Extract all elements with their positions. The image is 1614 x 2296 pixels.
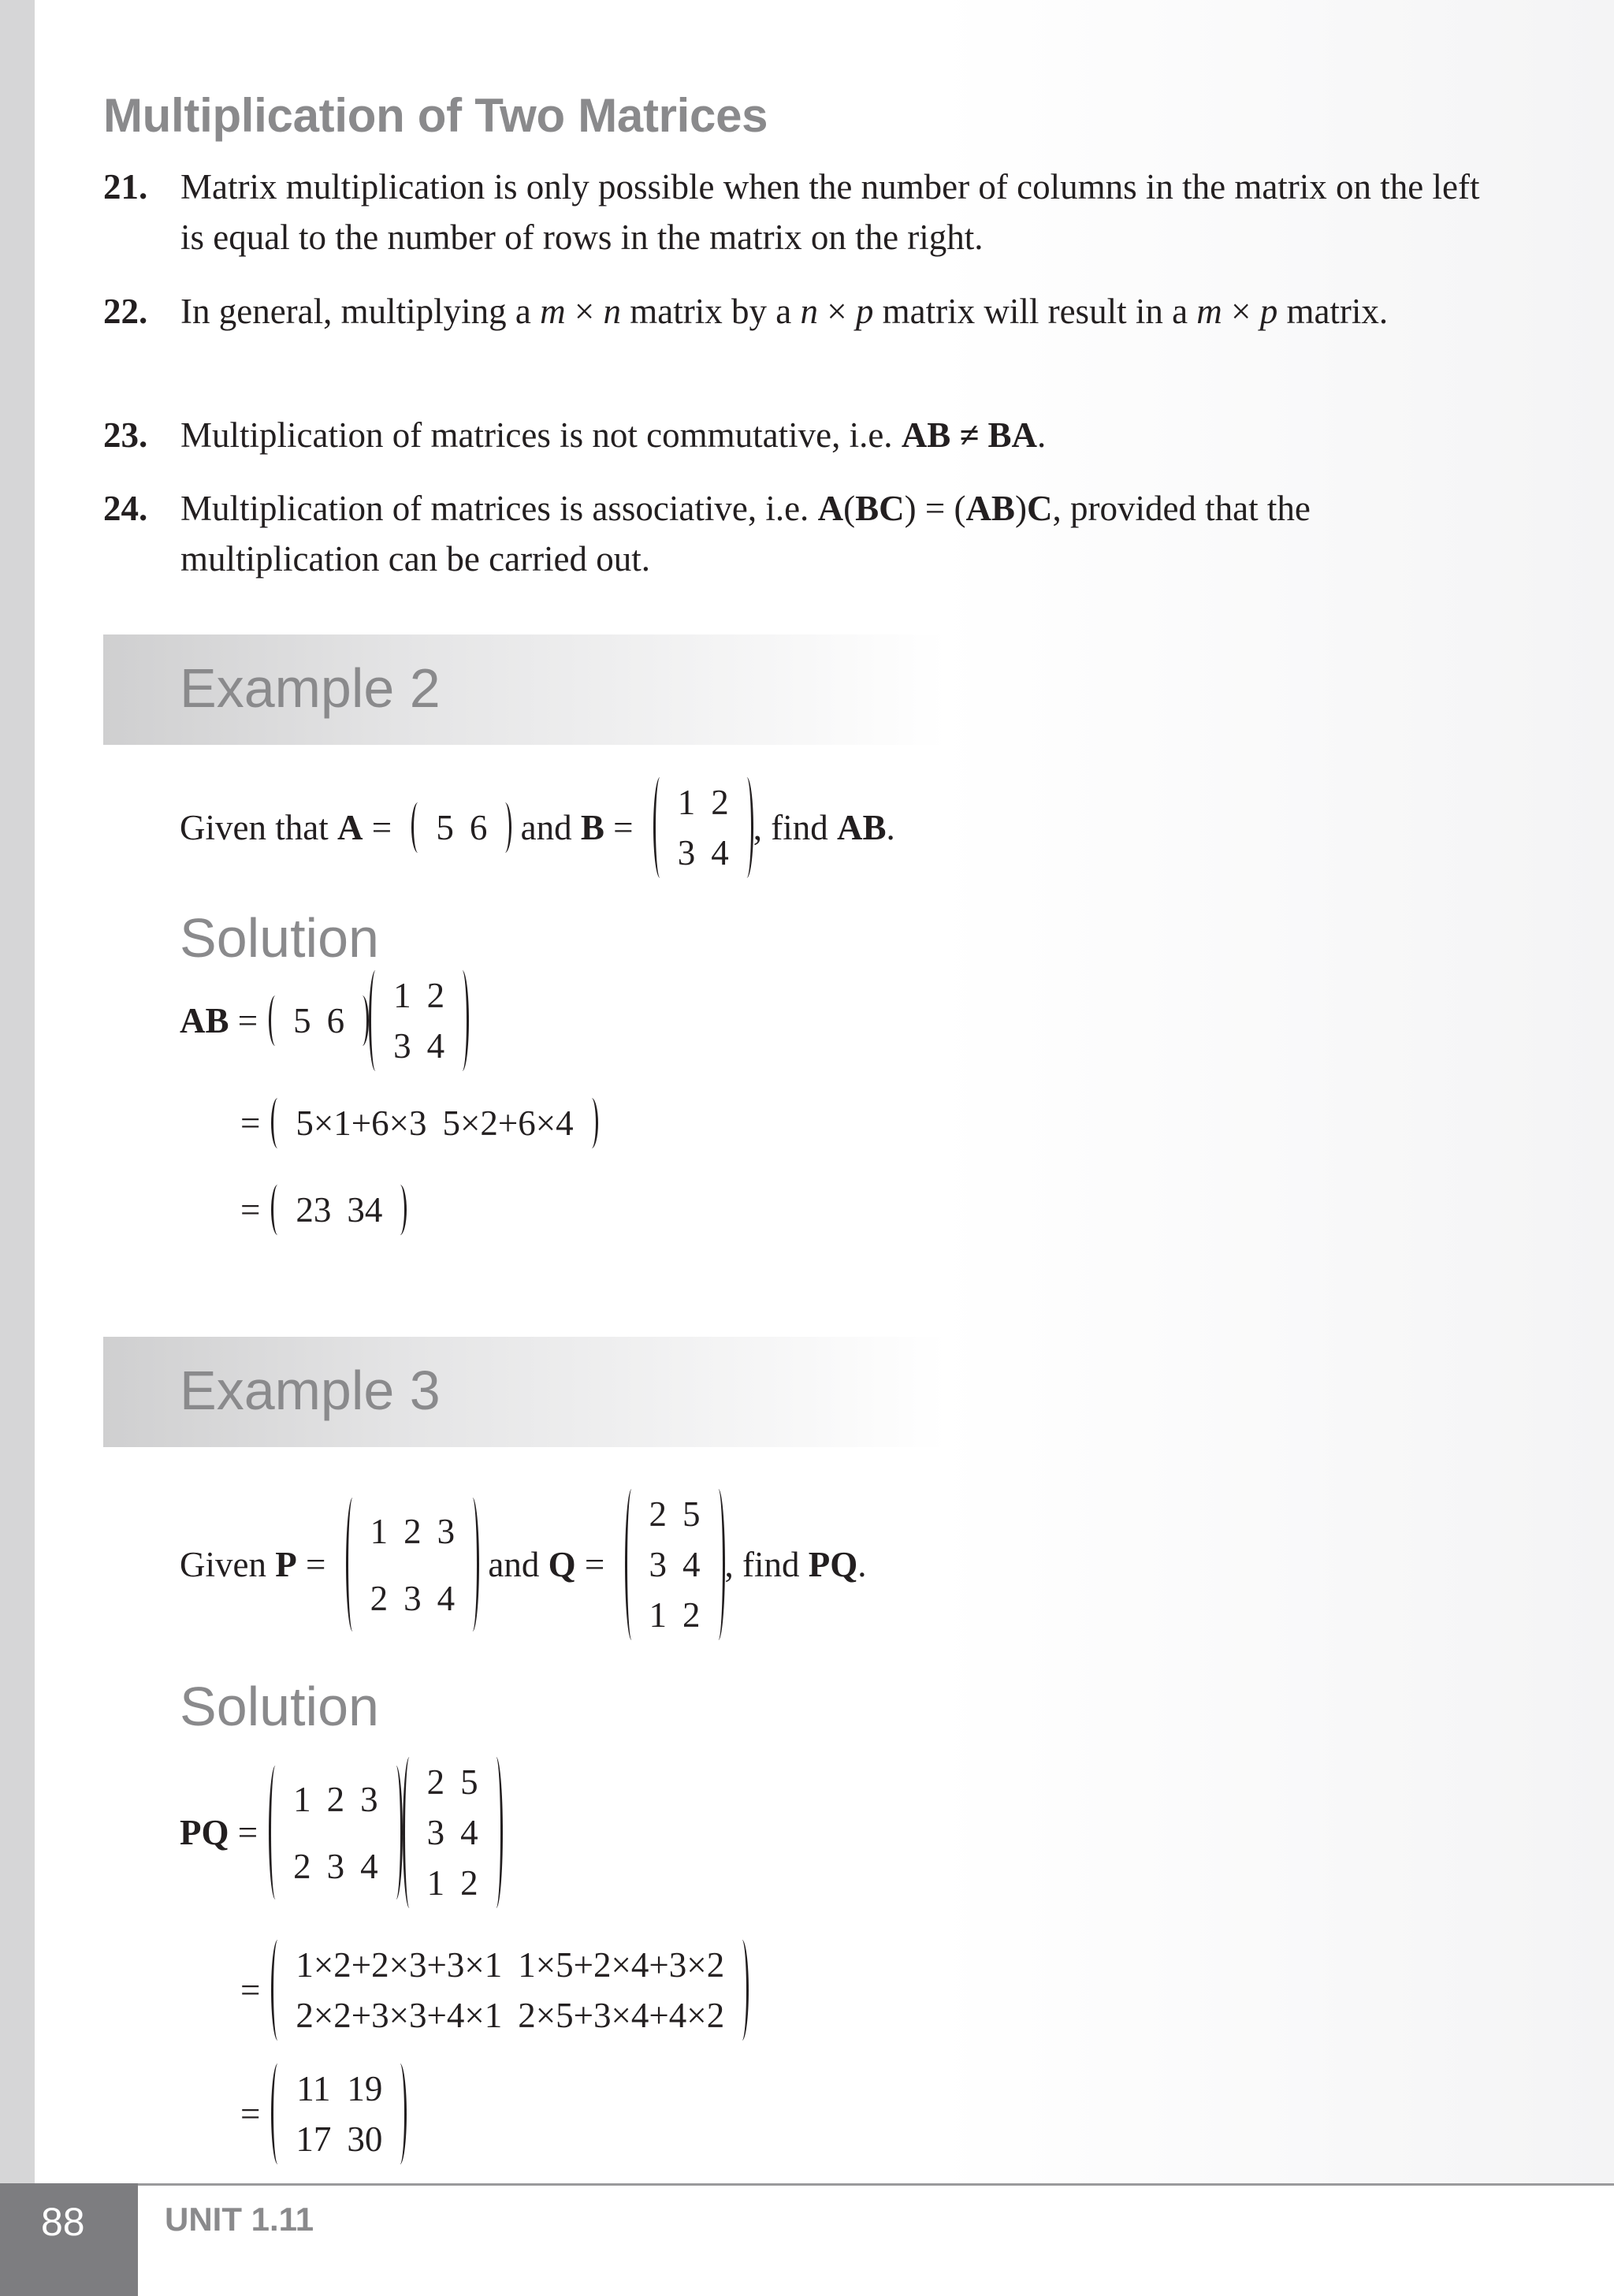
- matrix-cell: 19: [347, 2069, 383, 2108]
- matrix-cell: 4: [682, 1545, 701, 1584]
- matrix-cell: 3: [426, 1813, 445, 1852]
- item-text: In general, multiplying a m × n matrix by a n × p matrix will result in a m × p matrix.: [180, 292, 1389, 331]
- matrix-cell: 2×5+3×4+4×2: [518, 1996, 725, 2035]
- item-number: 21.: [103, 167, 148, 207]
- matrix-cell: 1: [426, 1863, 445, 1903]
- matrix-cell: 11: [296, 2069, 331, 2108]
- example-3-solution-line-1: PQ = 1 2 3 2 3 4 2 5 3 4 1 2: [180, 1750, 503, 1915]
- matrix-Q: [625, 1489, 725, 1640]
- matrix-cell: 2: [370, 1578, 389, 1618]
- matrix-cell: 3: [404, 1578, 422, 1618]
- list-item-24: [103, 483, 1490, 584]
- example-2-solution-label: Solution: [180, 907, 379, 969]
- matrix-cell: 2: [711, 783, 729, 822]
- unit-label: UNIT 1.11: [165, 2201, 314, 2238]
- matrix-cell: 2: [326, 1779, 345, 1819]
- matrix-cell: 2: [460, 1863, 478, 1903]
- example-3-solution-label: Solution: [180, 1676, 379, 1737]
- matrix-cell: 23: [296, 1190, 332, 1230]
- matrix-cell: 3: [649, 1545, 668, 1584]
- matrix-B: [653, 777, 753, 878]
- example-3-solution-line-3: = 11 19 17 30: [240, 2059, 407, 2169]
- example-2-solution-line-1: AB = 5 6 1 2 3 4: [180, 969, 469, 1072]
- matrix-cell: 1×5+2×4+3×2: [518, 1945, 725, 1985]
- matrix-cell: 4: [426, 1026, 445, 1066]
- matrix-cell: 4: [460, 1813, 478, 1852]
- matrix-cell: 5: [682, 1494, 701, 1534]
- matrix-cell: 17: [296, 2119, 332, 2159]
- matrix-cell: 4: [437, 1578, 456, 1618]
- matrix-cell: 2: [426, 1762, 445, 1802]
- example-3-label: Example 3: [180, 1360, 441, 1421]
- item-number: 24.: [103, 489, 148, 528]
- matrix-cell: 1: [293, 1779, 311, 1819]
- section-heading: Multiplication of Two Matrices: [103, 89, 768, 142]
- matrix-cell: 30: [347, 2119, 383, 2159]
- matrix-A: [269, 995, 369, 1046]
- matrix-cell: 1×2+2×3+3×1: [296, 1945, 503, 1985]
- matrix-Q: [403, 1757, 503, 1908]
- matrix-A: [411, 802, 511, 853]
- matrix-cell: 34: [347, 1190, 383, 1230]
- item-text: Matrix multiplication is only possible when the number of columns in the matrix on the left is equal to the number of rows in the matrix on the right.: [180, 167, 1480, 257]
- matrix-cell: 3: [360, 1779, 378, 1819]
- example-2-label: Example 2: [180, 657, 441, 719]
- matrix-cell: 1: [370, 1511, 389, 1551]
- matrix-cell: 5×2+6×4: [442, 1103, 574, 1143]
- matrix-cell: 5: [436, 808, 454, 847]
- matrix-P: [269, 1766, 403, 1900]
- matrix-cell: 5×1+6×3: [296, 1103, 427, 1143]
- example-2-solution-line-3: = 23 34: [240, 1174, 407, 1245]
- matrix-cell: 2: [426, 976, 445, 1015]
- matrix-cell: 2: [404, 1511, 422, 1551]
- matrix-product-result: [271, 1185, 407, 1235]
- matrix-cell: 3: [437, 1511, 456, 1551]
- matrix-cell: 5: [460, 1762, 478, 1802]
- matrix-cell: 2: [682, 1595, 701, 1635]
- example-3-solution-line-2: = 1×2+2×3+3×1 1×5+2×4+3×2 2×2+3×3+4×1 2×5+3×4+4×2: [240, 1935, 749, 2045]
- list-item-22: [103, 286, 1490, 337]
- matrix-cell: 1: [677, 783, 696, 822]
- matrix-cell: 3: [677, 833, 696, 873]
- matrix-product-expanded: [271, 1940, 749, 2041]
- list-item-23: [103, 410, 1490, 460]
- left-margin-bar: [0, 0, 35, 2183]
- matrix-P: [346, 1498, 480, 1632]
- matrix-cell: 2: [293, 1846, 311, 1886]
- example-3-banner: [103, 1337, 946, 1447]
- matrix-cell: 2×2+3×3+4×1: [296, 1996, 503, 2035]
- matrix-product-result: [271, 2063, 407, 2164]
- matrix-cell: 6: [326, 1001, 345, 1040]
- example-2-question: Given that A = 5 6 and B = 1 2 3 4 , find AB .: [180, 776, 895, 879]
- matrix-cell: 2: [649, 1494, 668, 1534]
- matrix-cell: 5: [293, 1001, 311, 1040]
- matrix-cell: 1: [393, 976, 411, 1015]
- item-number: 22.: [103, 292, 148, 331]
- example-2-solution-line-2: = 5×1+6×3 5×2+6×4: [240, 1088, 598, 1159]
- matrix-cell: 6: [469, 808, 488, 847]
- matrix-cell: 1: [649, 1595, 668, 1635]
- matrix-cell: 4: [360, 1846, 378, 1886]
- item-number: 23.: [103, 415, 148, 455]
- page-number: 88: [41, 2200, 85, 2244]
- matrix-cell: 4: [711, 833, 729, 873]
- example-3-question: Given P = 1 2 3 2 3 4 and Q = 2 5 3 4 1 2 , find PQ .: [180, 1482, 867, 1647]
- item-text: Multiplication of matrices is not commutative, i.e. AB ≠ BA.: [180, 415, 1047, 455]
- matrix-product-expanded: [271, 1098, 597, 1148]
- matrix-cell: 3: [326, 1846, 345, 1886]
- list-item-21: [103, 162, 1490, 262]
- example-2-banner: [103, 634, 946, 745]
- matrix-B: [369, 970, 469, 1071]
- matrix-cell: 3: [393, 1026, 411, 1066]
- item-text: Multiplication of matrices is associative, i.e. A(BC) = (AB)C, provided that the multiplication can be carried out.: [180, 489, 1311, 579]
- footer-rule: [138, 2183, 1614, 2186]
